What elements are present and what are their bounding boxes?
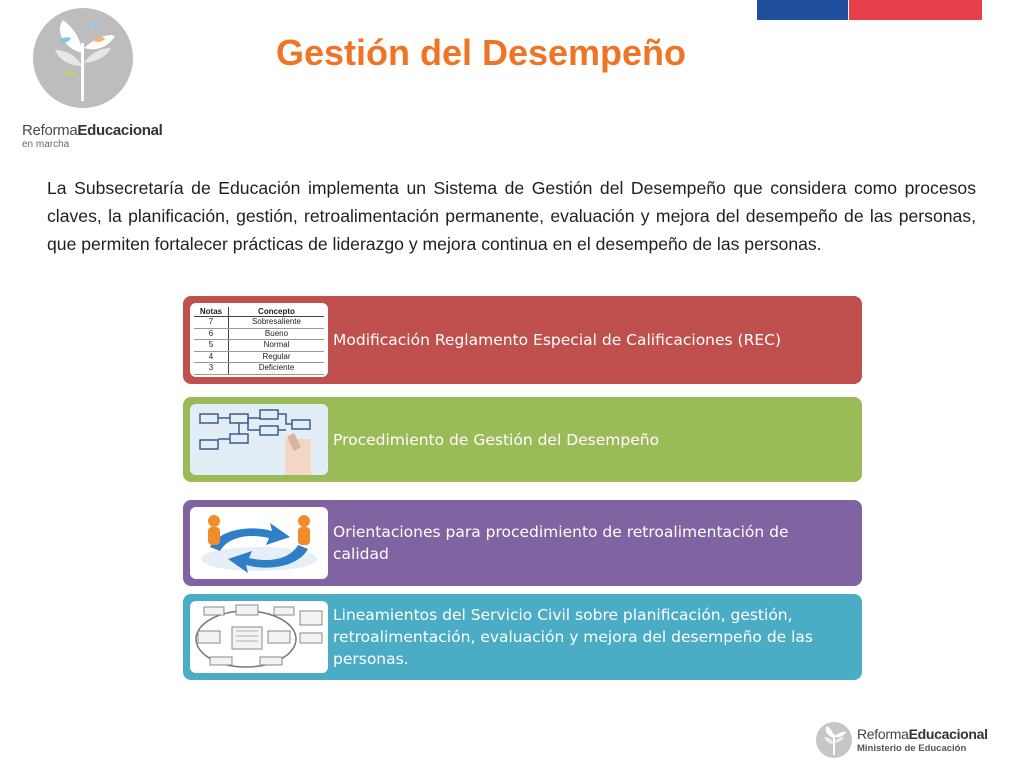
leaf-icon — [816, 722, 852, 758]
item-rec — [183, 296, 862, 384]
logo-wordmark: ReformaEducacional — [22, 122, 163, 139]
flag-stripe-red — [849, 0, 982, 20]
flag-stripe-blue — [757, 0, 848, 20]
grades-header-concepto: Concepto — [229, 307, 325, 317]
item-label: Lineamientos del Servicio Civil sobre planificación, gestión, retroalimentación, evaluación y mejora del desempeño de las personas. — [333, 606, 814, 668]
item-orientaciones — [183, 500, 862, 586]
logo-tagline: en marcha — [22, 139, 70, 150]
table-row: 6 Bueno — [194, 328, 324, 340]
table-row: 5 Normal — [194, 340, 324, 352]
feedback-cycle-icon — [190, 507, 328, 579]
grades-header-notas: Notas — [194, 307, 229, 317]
intro-paragraph: La Subsecretaría de Educación implementa un Sistema de Gestión del Desempeño que considera como procesos claves, la planificación, gestión, retroalimentación permanente, evaluación y mejora del desempeño de las personas, que permiten fortalecer prácticas de liderazgo y mejora continua en el desempeño de las personas. — [47, 178, 976, 254]
grades-table — [194, 307, 324, 375]
footer-logo — [816, 722, 986, 762]
footer-logo-wordmark: ReformaEducacional — [857, 726, 988, 742]
item-label: Modificación Reglamento Especial de Calificaciones (REC) — [333, 331, 782, 349]
reforma-educacional-logo — [20, 8, 163, 150]
page-title: Gestión del Desempeño — [275, 32, 687, 73]
feedback-cycle-thumbnail — [190, 507, 328, 579]
item-lineamientos — [183, 594, 862, 680]
table-row: 4 Regular — [194, 351, 324, 363]
grades-table-thumbnail — [190, 303, 328, 377]
flowchart-thumbnail — [190, 404, 328, 475]
item-label: Procedimiento de Gestión del Desempeño — [333, 430, 660, 449]
table-row: 3 Deficiente — [194, 363, 324, 375]
item-label: Orientaciones para procedimiento de retroalimentación de calidad — [333, 523, 789, 563]
table-row: 7 Sobresaliente — [194, 317, 324, 329]
flowchart-icon — [190, 404, 328, 475]
process-diagram-icon — [190, 601, 328, 673]
footer-logo-emblem — [816, 722, 852, 758]
footer-logo-tagline: Ministerio de Educación — [857, 743, 967, 754]
process-diagram-thumbnail — [190, 601, 328, 673]
item-procedimiento — [183, 397, 862, 482]
